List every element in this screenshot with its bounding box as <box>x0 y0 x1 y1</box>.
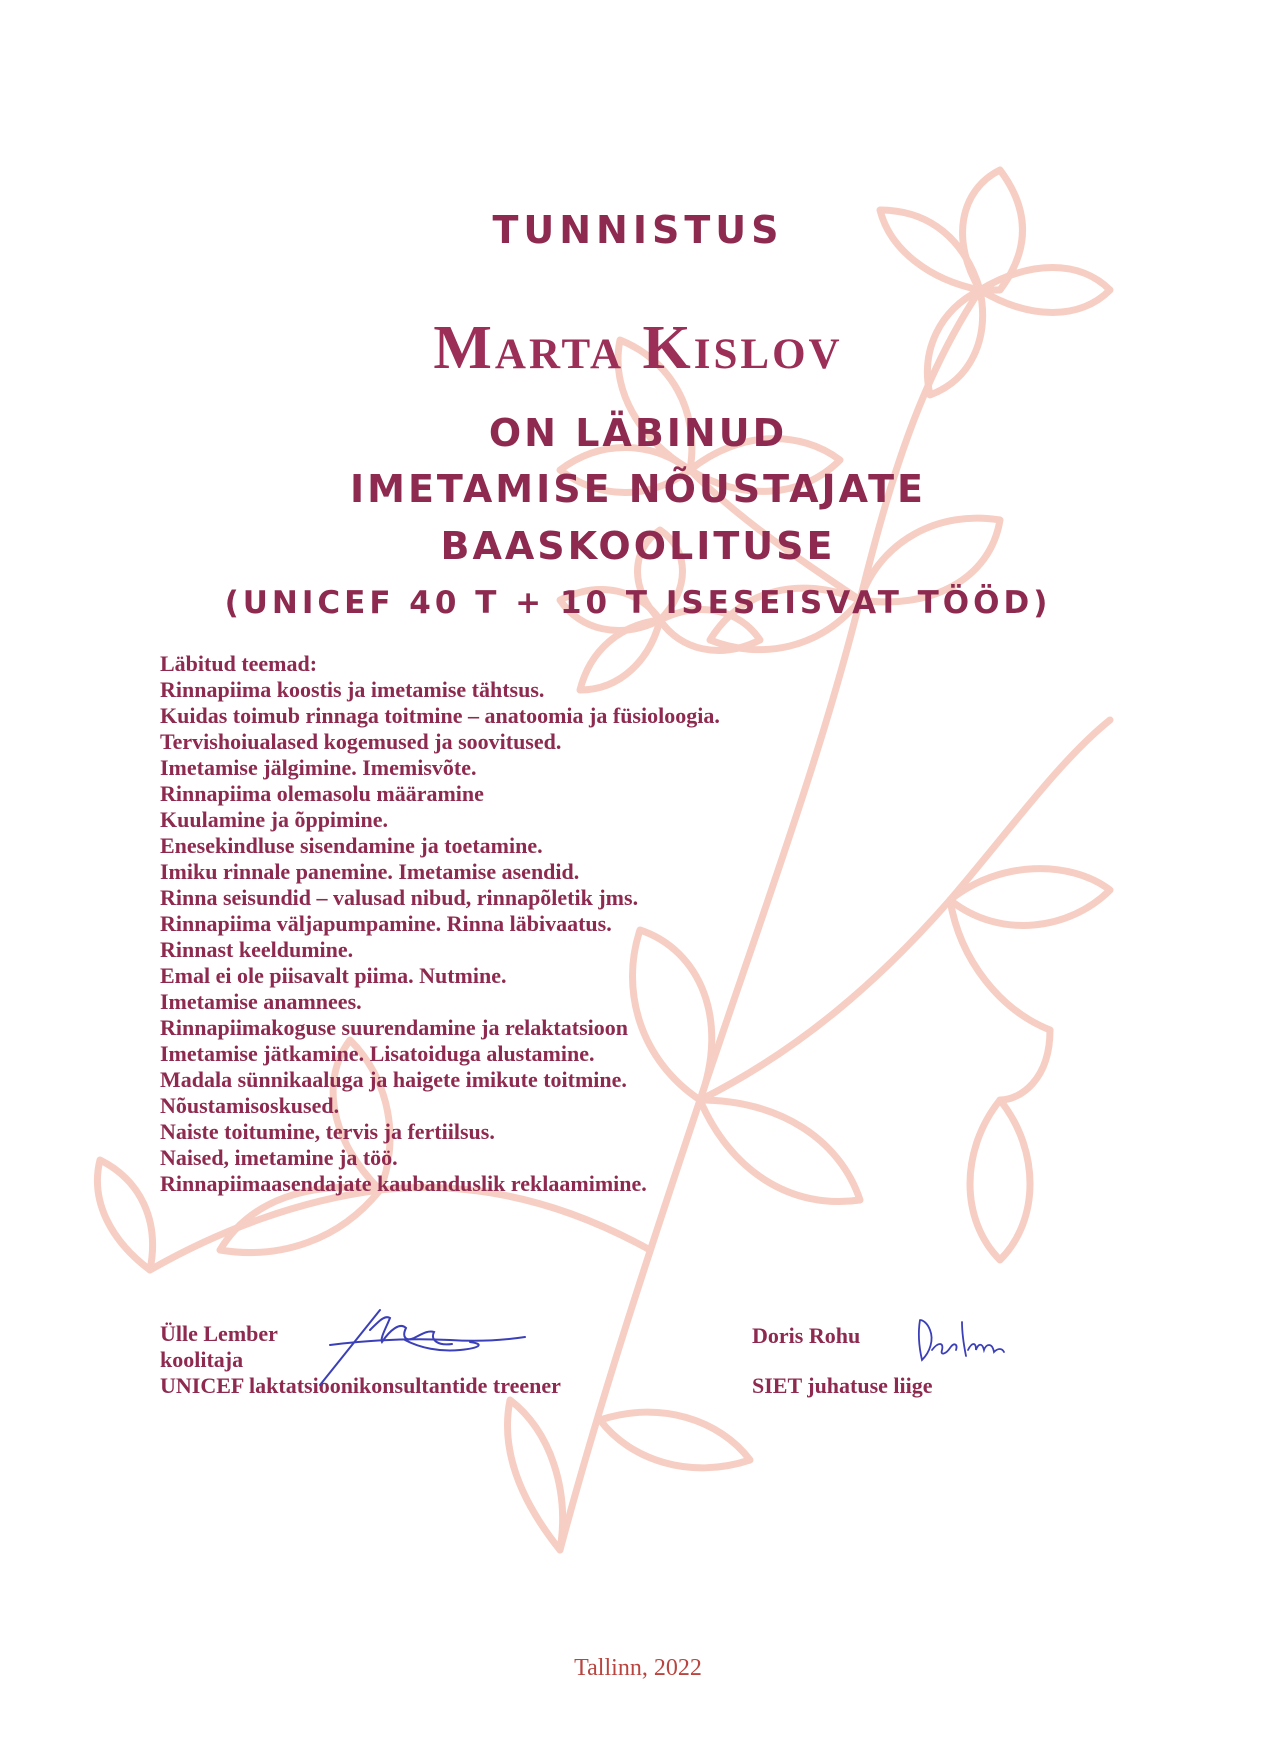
topic-item: Kuidas toimub rinnaga toitmine – anatoomia ja füsioloogia. <box>160 703 720 728</box>
topic-item: Naised, imetamine ja töö. <box>160 1145 398 1170</box>
topic-item: Imetamise anamnees. <box>160 989 362 1014</box>
signatory-left-title: UNICEF laktatsioonikonsultantide treener <box>160 1373 561 1398</box>
recipient-name: Marta Kislov <box>433 314 843 382</box>
place-date: Tallinn, 2022 <box>574 1655 702 1681</box>
signatory-right-name: Doris Rohu <box>752 1323 861 1348</box>
signatory-left-name: Ülle Lember <box>160 1321 278 1346</box>
topic-item: Naiste toitumine, tervis ja fertiilsus. <box>160 1119 495 1144</box>
topics-heading: Läbitud teemad: <box>160 651 318 676</box>
topic-item: Kuulamine ja õppimine. <box>160 807 388 832</box>
signatory-left-role: koolitaja <box>160 1347 244 1372</box>
topic-item: Imiku rinnale panemine. Imetamise asendid. <box>160 859 580 884</box>
signature-left-image <box>310 1300 530 1390</box>
certificate-title: TUNNISTUS <box>492 208 784 252</box>
topic-item: Rinnapiimaasendajate kaubanduslik reklaamimine. <box>160 1171 647 1196</box>
topic-item: Rinnapiima olemasolu määramine <box>160 781 484 806</box>
topic-item: Rinnapiimakoguse suurendamine ja relaktatsioon <box>160 1015 628 1040</box>
signature-right-image <box>910 1312 1010 1367</box>
topic-item: Emal ei ole piisavalt piima. Nutmine. <box>160 963 507 988</box>
topic-item: Imetamise jälgimine. Imemisvõte. <box>160 755 477 780</box>
topic-item: Rinna seisundid – valusad nibud, rinnapõletik jms. <box>160 885 639 910</box>
topic-item: Madala sünnikaaluga ja haigete imikute toitmine. <box>160 1067 627 1092</box>
course-line-3: BAASKOOLITUSE <box>440 524 836 568</box>
topic-item: Rinnast keeldumine. <box>160 937 354 962</box>
topic-item: Imetamise jätkamine. Lisatoiduga alustamine. <box>160 1041 595 1066</box>
topic-item: Nõustamisoskused. <box>160 1093 340 1118</box>
topic-item: Enesekindluse sisendamine ja toetamine. <box>160 833 543 858</box>
course-line-2: IMETAMISE NÕUSTAJATE <box>350 467 926 511</box>
topic-item: Tervishoiualased kogemused ja soovitused. <box>160 729 562 754</box>
course-hours: (UNICEF 40 T + 10 T ISESEISVAT TÖÖD) <box>224 585 1052 621</box>
course-line-1: ON LÄBINUD <box>488 411 788 455</box>
topic-item: Rinnapiima koostis ja imetamise tähtsus. <box>160 677 545 702</box>
signatory-right-title: SIET juhatuse liige <box>752 1373 933 1398</box>
topic-item: Rinnapiima väljapumpamine. Rinna läbivaatus. <box>160 911 612 936</box>
